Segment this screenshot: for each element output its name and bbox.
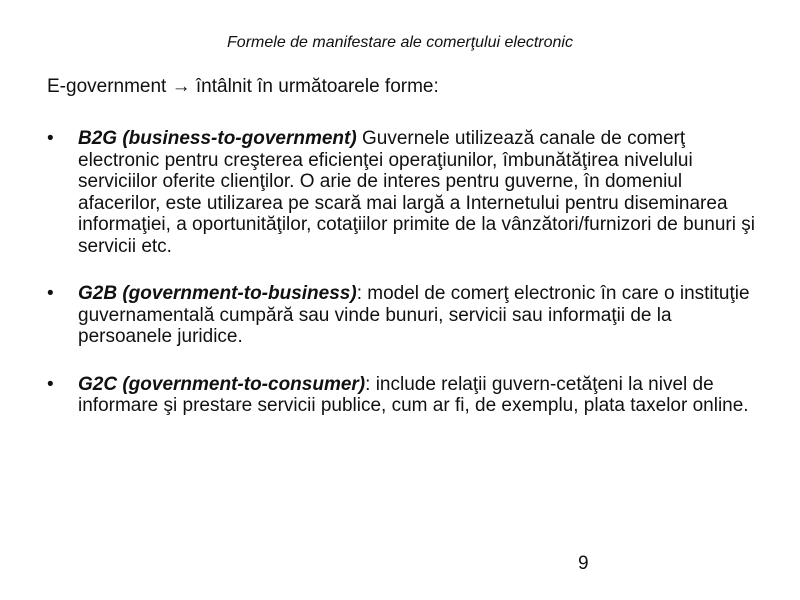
bullet-term-g2c: G2C (government-to-consumer) xyxy=(78,373,366,395)
bullet-term-b2g: B2G (business-to-government) xyxy=(78,128,357,149)
bullet-item-b2g xyxy=(47,128,767,257)
bullet-text-g2b: : model de comerţ electronic în care o instituţie guvernamentală cumpără sau vinde bunuri, servicii sau informaţii de la persoanele juridice. xyxy=(78,283,750,347)
bullet-term-g2b: G2B (government-to-business) xyxy=(78,283,357,304)
bullet-item-g2c xyxy=(47,374,767,417)
page-number: 9 xyxy=(578,553,589,574)
bullet-text-g2c: : include relaţii guvern-cetăţeni la nivel de informare şi prestare servicii publice, cum ar fi, de exemplu, plata taxelor online. xyxy=(78,373,749,416)
bullet-item-g2b xyxy=(47,283,767,348)
intro-text: E-government → întâlnit în următoarele forme: xyxy=(47,76,439,97)
slide-title: Formele de manifestare ale comerţului electronic xyxy=(227,34,573,51)
bullet-icon: • xyxy=(47,128,54,149)
bullet-list xyxy=(47,128,767,443)
bullet-text-b2g: Guvernele utilizează canale de comerţ electronic pentru creşterea eficienţei operaţiunilor, îmbunătăţirea nivelului serviciilor oferite clienţilor. O arie de interes pentru guverne, în domeniul afacerilor, este utilizarea pe scară mai largă a Internetului pentru diseminarea informaţiei, a oportunităţilor, cotaţiilor primite de la vânzători/furnizori de bunuri şi servicii etc. xyxy=(78,128,755,257)
bullet-icon: • xyxy=(47,373,54,395)
bullet-icon: • xyxy=(47,283,54,304)
